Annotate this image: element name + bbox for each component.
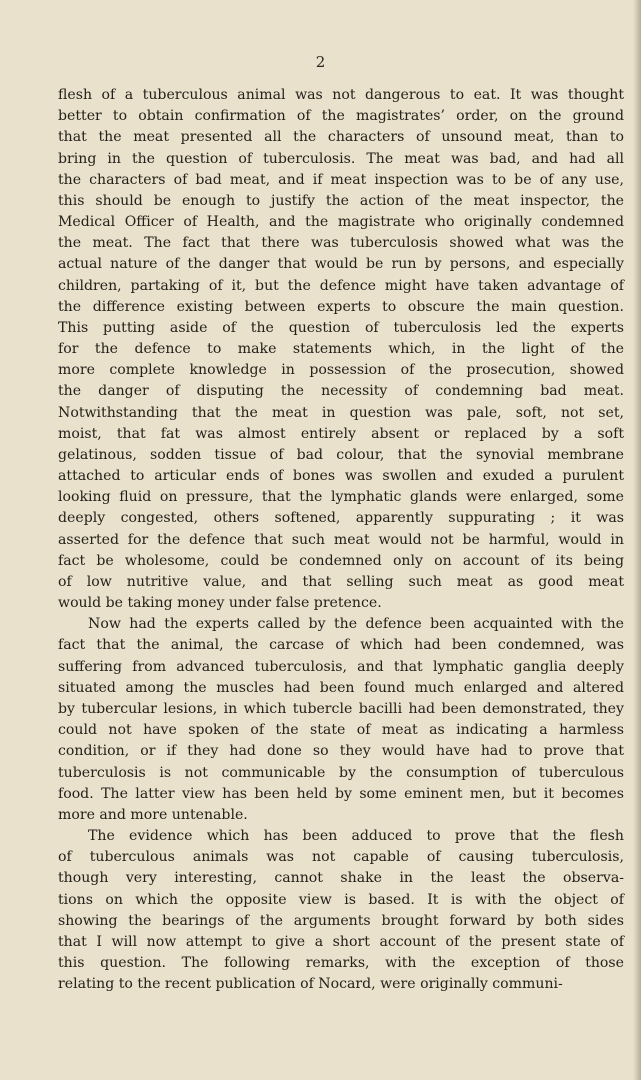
text-line: looking fluid on pressure, that the lymphatic glands were enlarged, some xyxy=(58,489,624,506)
text-line: the characters of bad meat, and if meat inspection was to be of any use, xyxy=(58,171,624,188)
text-line: this should be enough to justify the action of the meat inspector, the xyxy=(58,192,624,209)
text-line: attached to articular ends of bones was swollen and exuded a purulent xyxy=(58,468,624,485)
text-line: that I will now attempt to give a short account of the present state of xyxy=(58,933,624,950)
text-line: tions on which the opposite view is based. It is with the object of xyxy=(58,891,624,908)
text-line: tuberculosis is not communicable by the consumption of tuberculous xyxy=(58,764,624,781)
text-line: the danger of disputing the necessity of condemning bad meat. xyxy=(58,383,624,400)
text-line: showing the bearings of the arguments brought forward by both sides xyxy=(58,912,624,929)
body-text xyxy=(58,85,624,995)
text-line: for the defence to make statements which, in the light of the xyxy=(58,341,624,358)
text-line: deeply congested, others softened, apparently suppurating ; it was xyxy=(58,510,624,527)
text-line: more and more untenable. xyxy=(58,806,248,823)
text-line: would be taking money under false pretence. xyxy=(58,595,382,612)
text-line: could not have spoken of the state of meat as indicating a harmless xyxy=(58,722,624,739)
text-line: Medical Officer of Health, and the magistrate who originally condemned xyxy=(58,214,624,231)
text-line: asserted for the defence that such meat would not be harmful, would in xyxy=(58,531,624,548)
text-line: The evidence which has been adduced to prove that the flesh xyxy=(88,828,624,845)
page-edge-shadow xyxy=(633,0,641,1080)
text-line: gelatinous, sodden tissue of bad colour, that the synovial membrane xyxy=(58,446,624,463)
text-line: situated among the muscles had been found much enlarged and altered xyxy=(58,679,624,696)
text-line: more complete knowledge in possession of the prosecution, showed xyxy=(58,362,624,379)
text-line: of tuberculous animals was not capable of causing tuberculosis, xyxy=(58,849,624,866)
text-line: Now had the experts called by the defence been acquainted with the xyxy=(88,616,624,633)
text-line: suffering from advanced tuberculosis, and that lymphatic ganglia deeply xyxy=(58,658,624,675)
text-line: children, partaking of it, but the defence might have taken advantage of xyxy=(58,277,624,294)
text-line: of low nutritive value, and that selling such meat as good meat xyxy=(58,573,624,590)
text-line: fact that the animal, the carcase of which had been condemned, was xyxy=(58,637,624,654)
text-line: better to obtain confirmation of the magistrates’ order, on the ground xyxy=(58,108,624,125)
text-line: the meat. The fact that there was tuberculosis showed what was the xyxy=(58,235,624,252)
text-line: Notwithstanding that the meat in question was pale, soft, not set, xyxy=(58,404,624,421)
text-line: flesh of a tuberculous animal was not dangerous to eat. It was thought xyxy=(58,87,624,103)
text-line: condition, or if they had done so they would have had to prove that xyxy=(58,743,624,760)
page-number: 2 xyxy=(315,53,326,71)
text-line: fact be wholesome, could be condemned only on account of its being xyxy=(58,552,624,569)
text-line: moist, that fat was almost entirely absent or replaced by a soft xyxy=(58,425,624,442)
text-line: bring in the question of tuberculosis. The meat was bad, and had all xyxy=(58,150,624,167)
text-line: that the meat presented all the characters of unsound meat, than to xyxy=(58,129,624,146)
text-line: by tubercular lesions, in which tubercle bacilli had been demonstrated, they xyxy=(58,700,624,717)
text-line: though very interesting, cannot shake in the least the observa- xyxy=(58,870,624,887)
text-line: actual nature of the danger that would be run by persons, and especially xyxy=(58,256,624,273)
text-line: food. The latter view has been held by some eminent men, but it becomes xyxy=(58,785,624,802)
text-line: this question. The following remarks, with the exception of those xyxy=(58,955,624,972)
text-line: the difference existing between experts to obscure the main question. xyxy=(58,298,624,315)
text-line: relating to the recent publication of Nocard, were originally communi- xyxy=(58,976,563,993)
text-line: This putting aside of the question of tuberculosis led the experts xyxy=(58,319,624,336)
